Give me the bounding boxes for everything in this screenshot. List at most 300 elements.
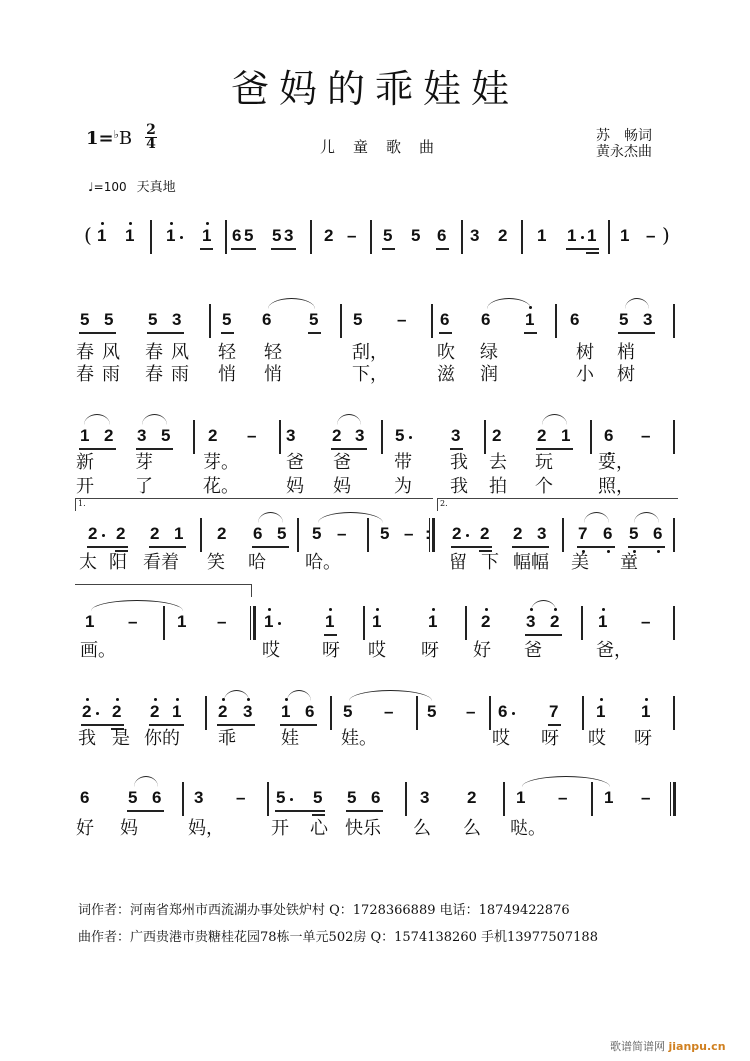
note: 1 — [125, 226, 135, 245]
note: 1 — [537, 226, 547, 245]
octave-dot-above — [86, 698, 89, 701]
beam-underline — [451, 546, 492, 548]
lyric: 吹 — [437, 342, 455, 363]
note: – — [646, 226, 656, 245]
beam-underline — [81, 724, 124, 726]
beam-underline — [536, 448, 573, 450]
slur — [542, 414, 567, 425]
octave-dot-below — [657, 550, 660, 553]
octave-dot-above — [116, 698, 119, 701]
key-signature: 1=♭B — [86, 128, 133, 149]
note: 1 — [525, 310, 535, 329]
beam-underline — [271, 248, 296, 250]
lyric: 快乐 — [345, 818, 381, 839]
note: 2 — [104, 426, 114, 445]
barline — [310, 220, 312, 254]
barline — [489, 696, 491, 730]
barline — [163, 606, 165, 640]
lyric: 好 — [473, 640, 491, 661]
lyric: 了 — [135, 476, 153, 497]
beam-underline — [331, 448, 367, 450]
augmentation-dot — [290, 798, 293, 801]
lyric: 树 — [576, 342, 594, 363]
slur — [258, 512, 283, 523]
note: 6 — [152, 788, 162, 807]
lyric: 我 — [450, 452, 468, 473]
note: 5 — [411, 226, 421, 245]
genre-label: 儿童歌曲 — [320, 138, 453, 156]
lyric: 爸， — [596, 640, 632, 661]
barline — [582, 696, 584, 730]
barline — [673, 606, 675, 640]
note: 5 — [313, 788, 323, 807]
lyric: 拍 — [489, 476, 507, 497]
barline — [673, 304, 675, 338]
lyric: 哈 — [248, 552, 266, 573]
lyric: 美 — [571, 552, 589, 573]
lyric: 耍， — [598, 452, 634, 473]
note: 5 — [619, 310, 629, 329]
note: 2 — [537, 426, 547, 445]
lyric: 雨 — [102, 364, 120, 385]
lyric: 乖 — [218, 728, 236, 749]
lyric: 妈， — [188, 818, 224, 839]
note: 3 — [286, 426, 296, 445]
lyric: 哒。 — [510, 818, 546, 839]
note: 2 — [492, 426, 502, 445]
note: 1 — [177, 612, 187, 631]
beam-underline — [149, 724, 184, 726]
beam-underline — [566, 248, 599, 250]
lyricist-contact: 词作者：河南省郑州市西流湖办事处铁炉村 Q：1728366889 电话：18749422876 — [78, 903, 570, 918]
beam-underline — [280, 724, 317, 726]
note: 1 — [166, 226, 176, 245]
beam-underline — [127, 810, 164, 812]
note: 1 — [596, 702, 606, 721]
lyric: 呀 — [634, 728, 652, 749]
lyric: 妈 — [286, 476, 304, 497]
beam-underline — [382, 248, 395, 250]
lyric: 娃 — [281, 728, 299, 749]
note: 5 — [276, 788, 286, 807]
slur — [268, 298, 315, 309]
augmentation-dot — [512, 712, 515, 715]
note: 5 — [347, 788, 357, 807]
octave-dot-above — [268, 608, 271, 611]
note: 6 — [603, 524, 613, 543]
beam-underline — [79, 332, 116, 334]
note: 2 — [467, 788, 477, 807]
barline — [209, 304, 211, 338]
beam-underline — [577, 546, 615, 548]
lyric: 娃。 — [341, 728, 377, 749]
beam-underline — [524, 332, 537, 334]
lyric: 树 — [617, 364, 635, 385]
note: 2 — [480, 524, 490, 543]
slur — [349, 690, 432, 701]
note: 1 — [587, 226, 597, 245]
note: 6 — [604, 426, 614, 445]
lyric: 哎 — [492, 728, 510, 749]
augmentation-dot — [581, 236, 584, 239]
note: 2 — [208, 426, 218, 445]
note: – — [128, 612, 138, 631]
note: 2 — [116, 524, 126, 543]
augmentation-dot — [409, 436, 412, 439]
lyric: 新 — [76, 452, 94, 473]
note: 3 — [420, 788, 430, 807]
lyric: 么 — [413, 818, 431, 839]
note: 2 — [550, 612, 560, 631]
note: 2 — [82, 702, 92, 721]
note: 1 — [264, 612, 274, 631]
note: 1 — [97, 226, 107, 245]
note: 6 — [498, 702, 508, 721]
note: 3 — [537, 524, 547, 543]
barline — [150, 220, 152, 254]
lyric: 我 — [78, 728, 96, 749]
composer-contact: 曲作者：广西贵港市贵糖桂花园78栋一单元502房 Q：1574138260 手机13977507188 — [78, 930, 598, 945]
lyric: 好 — [76, 818, 94, 839]
barline — [608, 220, 610, 254]
note: – — [466, 702, 476, 721]
note: 5 — [380, 524, 390, 543]
second-ending-bracket: 2. — [437, 498, 678, 511]
note: 1 — [174, 524, 184, 543]
octave-dot-above — [129, 222, 132, 225]
beam-underline — [618, 332, 655, 334]
note: 5 — [395, 426, 405, 445]
note: – — [558, 788, 568, 807]
note: 1 — [604, 788, 614, 807]
note: 1 — [85, 612, 95, 631]
note: 3 — [194, 788, 204, 807]
final-barline — [250, 606, 256, 640]
barline — [673, 420, 675, 454]
lyric: 我 — [450, 476, 468, 497]
note: – — [641, 426, 651, 445]
time-signature: 2 4 — [146, 122, 156, 152]
note: 6 — [440, 310, 450, 329]
lyric: 风 — [102, 342, 120, 363]
note: 6 — [570, 310, 580, 329]
note: 5 — [80, 310, 90, 329]
lyric: 绿 — [480, 342, 498, 363]
note: 3 — [470, 226, 480, 245]
lyric: 芽。 — [203, 452, 239, 473]
beam-underline — [221, 332, 234, 334]
barline — [590, 420, 592, 454]
note: 1 — [281, 702, 291, 721]
octave-dot-above — [154, 698, 157, 701]
note: 3 — [137, 426, 147, 445]
note: 1 — [325, 612, 335, 631]
barline — [370, 220, 372, 254]
barline — [205, 696, 207, 730]
lyric: 阳 — [109, 552, 127, 573]
barline — [521, 220, 523, 254]
lyricist-credit: 苏 畅词 — [596, 128, 652, 144]
lyric: 太 — [79, 552, 97, 573]
credits — [596, 128, 652, 160]
slur — [91, 600, 183, 611]
beam-underline — [312, 814, 325, 816]
slur — [522, 776, 610, 787]
note: 1 — [641, 702, 651, 721]
note: 5 — [222, 310, 232, 329]
note: 6 — [481, 310, 491, 329]
note: 6 — [305, 702, 315, 721]
note: 5 — [312, 524, 322, 543]
note: 2 — [150, 524, 160, 543]
note: 1 — [567, 226, 577, 245]
lyric: 是 — [112, 728, 130, 749]
note: 2 — [324, 226, 334, 245]
lyric: 轻 — [218, 342, 236, 363]
note: – — [641, 612, 651, 631]
beam-underline — [586, 252, 599, 254]
octave-dot-above — [329, 608, 332, 611]
note: 1 — [620, 226, 630, 245]
note: 5 — [343, 702, 353, 721]
repeat-sign: : — [425, 524, 431, 543]
lyric: 呀 — [322, 640, 340, 661]
note: 2 — [481, 612, 491, 631]
octave-dot-above — [101, 222, 104, 225]
lyric: 哎 — [368, 640, 386, 661]
barline — [267, 782, 269, 816]
octave-dot-above — [206, 222, 209, 225]
lyric: 画。 — [80, 640, 116, 661]
note: 5 — [104, 310, 114, 329]
second-ending-bracket-continued — [75, 584, 252, 597]
lyric: 花。 — [203, 476, 239, 497]
note: 6 — [653, 524, 663, 543]
note: 5 — [128, 788, 138, 807]
lyric: 个 — [535, 476, 553, 497]
augmentation-dot — [102, 534, 105, 537]
note: 6 — [80, 788, 90, 807]
lyric: 刮， — [352, 342, 388, 363]
barline — [673, 518, 675, 552]
note: – — [397, 310, 407, 329]
octave-dot-above — [485, 608, 488, 611]
beam-underline — [439, 332, 452, 334]
slur — [224, 690, 249, 701]
note: 5 — [427, 702, 437, 721]
lyric: 留 — [449, 552, 467, 573]
note: 3 — [643, 310, 653, 329]
lyric: 轻 — [264, 342, 282, 363]
lyric: 爸 — [524, 640, 542, 661]
note: – — [236, 788, 246, 807]
note: 7 — [578, 524, 588, 543]
note: 6 — [371, 788, 381, 807]
lyric: 童 — [620, 552, 638, 573]
lyric: 滋 — [437, 364, 455, 385]
lyric: 哎 — [262, 640, 280, 661]
beam-underline — [525, 634, 562, 636]
barline — [673, 696, 675, 730]
intro-open-paren: ( — [84, 223, 92, 247]
barline — [330, 696, 332, 730]
lyric: 妈 — [333, 476, 351, 497]
note: 5 — [244, 226, 254, 245]
note: 7 — [549, 702, 559, 721]
lyric: 去 — [489, 452, 507, 473]
augmentation-dot — [466, 534, 469, 537]
note: 1 — [172, 702, 182, 721]
beam-underline — [548, 724, 561, 726]
note: 5 — [629, 524, 639, 543]
barline — [562, 518, 564, 552]
beam-underline — [628, 546, 665, 548]
note: 2 — [498, 226, 508, 245]
lyric: 雨 — [171, 364, 189, 385]
lyric: 带 — [394, 452, 412, 473]
slur — [487, 298, 531, 309]
barline — [297, 518, 299, 552]
note: 5 — [277, 524, 287, 543]
barline — [279, 420, 281, 454]
note: 1 — [372, 612, 382, 631]
beam-underline — [436, 248, 449, 250]
lyric: 玩 — [535, 452, 553, 473]
lyric: 呀 — [541, 728, 559, 749]
lyric: 幅幅 — [513, 552, 549, 573]
note: 1 — [516, 788, 526, 807]
note: 2 — [452, 524, 462, 543]
note: 2 — [217, 524, 227, 543]
lyric: 看着 — [143, 552, 179, 573]
note: 3 — [355, 426, 365, 445]
barline — [461, 220, 463, 254]
octave-dot-below — [607, 550, 610, 553]
lyric: 心 — [310, 818, 328, 839]
slur — [84, 414, 110, 425]
beam-underline — [79, 448, 116, 450]
barline — [193, 420, 195, 454]
note: – — [247, 426, 257, 445]
composer-credit: 黄永杰曲 — [596, 144, 652, 160]
slur — [531, 600, 556, 611]
augmentation-dot — [96, 712, 99, 715]
lyric: 开 — [271, 818, 289, 839]
note: – — [641, 788, 651, 807]
barline — [225, 220, 227, 254]
intro-close-paren: ) — [662, 223, 670, 247]
barline — [555, 304, 557, 338]
note: 6 — [232, 226, 242, 245]
barline — [484, 420, 486, 454]
lyric: 开 — [76, 476, 94, 497]
final-barline — [670, 782, 676, 816]
note: – — [217, 612, 227, 631]
note: 1 — [561, 426, 571, 445]
note: 6 — [253, 524, 263, 543]
slur — [134, 776, 158, 787]
beam-underline — [450, 448, 463, 450]
beam-underline — [217, 724, 255, 726]
note: 5 — [148, 310, 158, 329]
octave-dot-above — [376, 608, 379, 611]
note: 1 — [428, 612, 438, 631]
beam-underline — [275, 810, 325, 812]
octave-dot-above — [600, 698, 603, 701]
note: – — [337, 524, 347, 543]
barline — [363, 606, 365, 640]
note: 2 — [150, 702, 160, 721]
lyric: 春 — [145, 364, 163, 385]
note: 5 — [383, 226, 393, 245]
lyric: 妈 — [120, 818, 138, 839]
note: 2 — [112, 702, 122, 721]
watermark: 歌谱简谱网 jianpu.cn — [610, 1040, 726, 1053]
lyric: 小 — [576, 364, 594, 385]
note: 3 — [284, 226, 294, 245]
beam-underline — [346, 810, 383, 812]
song-title: 爸妈的乖娃娃 — [230, 67, 519, 111]
note: 1 — [598, 612, 608, 631]
note: 3 — [172, 310, 182, 329]
lyric: 风 — [171, 342, 189, 363]
slur — [287, 690, 311, 701]
note: 3 — [451, 426, 461, 445]
barline — [405, 782, 407, 816]
barline — [503, 782, 505, 816]
tempo-marking: ♩=100 天真地 — [88, 180, 176, 195]
note: – — [404, 524, 414, 543]
lyric: 梢 — [617, 342, 635, 363]
note: 3 — [526, 612, 536, 631]
barline — [465, 606, 467, 640]
lyric: 为 — [394, 476, 412, 497]
note: 6 — [262, 310, 272, 329]
beam-underline — [324, 634, 337, 636]
beam-underline — [149, 546, 186, 548]
barline — [340, 304, 342, 338]
barline — [200, 518, 202, 552]
lyric: 芽 — [135, 452, 153, 473]
note: 1 — [80, 426, 90, 445]
lyric: 哈。 — [305, 552, 341, 573]
octave-dot-above — [432, 608, 435, 611]
barline — [182, 782, 184, 816]
slur — [142, 414, 167, 425]
beam-underline — [512, 546, 549, 548]
lyric: 春 — [145, 342, 163, 363]
beam-underline — [231, 248, 256, 250]
note: 6 — [437, 226, 447, 245]
barline — [431, 304, 433, 338]
quarter-note-icon: ♩ — [88, 180, 94, 194]
barline — [381, 420, 383, 454]
lyric: 润 — [480, 364, 498, 385]
note: – — [384, 702, 394, 721]
beam-underline — [200, 248, 213, 250]
note: 2 — [513, 524, 523, 543]
beam-underline — [308, 332, 321, 334]
note: 5 — [272, 226, 282, 245]
lyric: 哎 — [588, 728, 606, 749]
note: 2 — [218, 702, 228, 721]
lyric: 悄 — [218, 364, 236, 385]
augmentation-dot — [278, 622, 281, 625]
slur — [584, 512, 609, 523]
augmentation-dot — [180, 236, 183, 239]
note: 1 — [202, 226, 212, 245]
final-barline — [429, 518, 435, 552]
